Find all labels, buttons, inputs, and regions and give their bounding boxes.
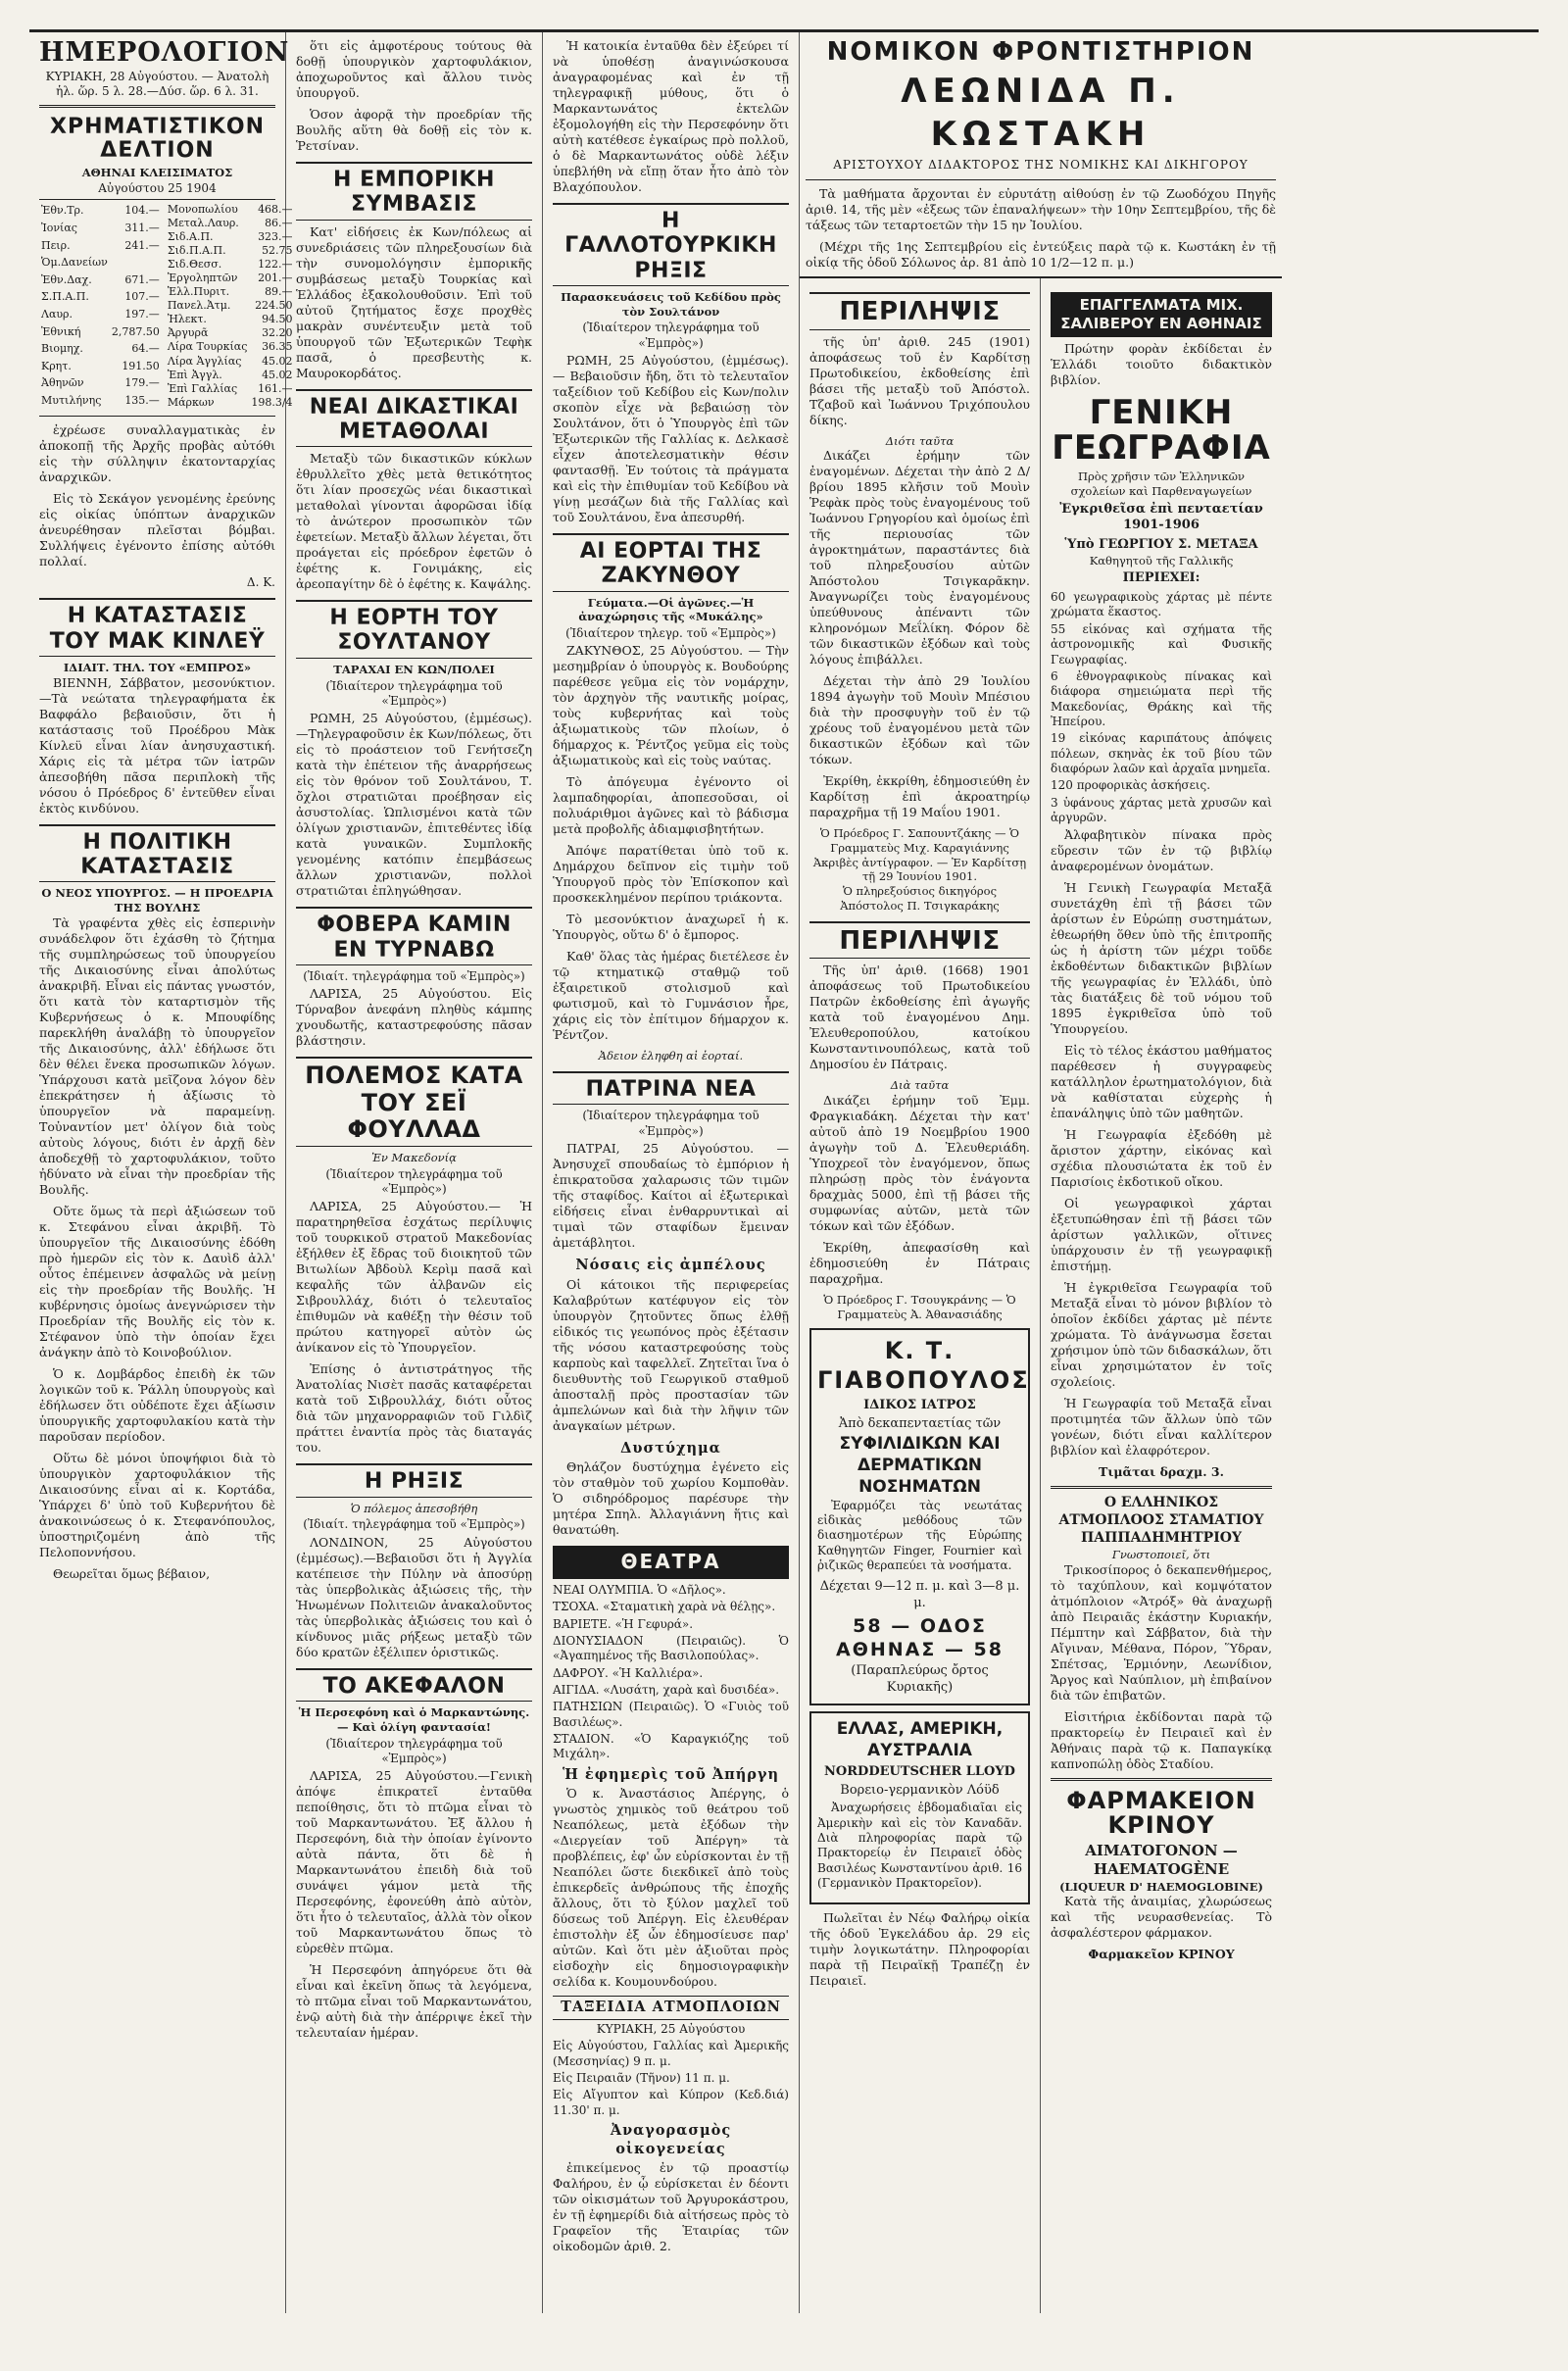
geography-title: ΓΕΝΙΚΗ ΓΕΩΓΡΑΦΙΑ: [1052, 393, 1271, 468]
subhead-accident: Δυστύχημα: [620, 1439, 721, 1457]
rate-value: 161.—: [258, 381, 293, 395]
subhead: Διότι ταῦτα: [885, 433, 955, 448]
headline-sub: Ἐν Μακεδονίᾳ: [371, 1150, 457, 1164]
rate-row: [39, 375, 162, 393]
geography-price: Τιμᾶται δραχμ. 3.: [1099, 1464, 1224, 1480]
headline-patras: ΠΑΤΡΙΝΑ ΝΕΑ: [553, 1071, 789, 1105]
rate-value: 468.—: [258, 202, 293, 216]
doctor-specialty: ΣΥΦΙΛΙΔΙΚΩΝ ΚΑΙ ΔΕΡΜΑΤΙΚΩΝ ΝΟΣΗΜΑΤΩΝ: [839, 1434, 1001, 1497]
rate-value: 241.—: [124, 238, 160, 252]
legal-text: Τὰ μαθήματα ἄρχονται ἐν εὐρυτάτῃ αἰθούσῃ ἐν τῷ Ζωοδόχου Πηγῆς ἀριθ. 14, τῆς μὲν «ἐξεως τῶν ἐπαναλήψεων» τὴν 10ην Σεπτεμβρίου, τῆς δὲ τάξεως τῶν τεταρτοετῶν τὴν 15 ην Ἰουλίου.: [806, 185, 1276, 232]
rate-label: Ὁμ.Δανείων: [41, 256, 108, 270]
article-text: Κατὰ τῆς ἀναιμίας, χλωρώσεως καὶ τῆς νευρασθενείας. Τὸ ἀσφαλέστερον φάρμακον.: [1051, 1894, 1272, 1941]
article-text: Εἰσιτήρια ἐκδίδονται παρὰ τῷ πρακτορείῳ ἐν Πειραιεῖ καὶ ἐν Ἀθήναις παρὰ τῷ κ. Παπαγκίκᾳ καπνοπώλῃ ὁδὸς Σταδίου.: [1051, 1708, 1272, 1771]
rate-row: [39, 272, 162, 289]
headline-sub: Ἡ Περσεφόνη καὶ ὁ Μαρκαντώνης. — Καὶ ὁλίγη φαντασία!: [298, 1705, 530, 1734]
column-5: [1041, 278, 1282, 2313]
signature: Ὁ Πρόεδρος Γ. Σαπουντζάκης — Ὁ Γραμματεὺς Μιχ. Καραγιάννης: [819, 826, 1020, 855]
rate-row: [166, 217, 295, 230]
rate-value: 45.02: [262, 354, 293, 368]
article-text: Τὸ μεσονύκτιον ἀναχωρεῖ ἡ κ. Ὑπουργὸς, οὕτω δ' ὁ ἔμπορος.: [553, 912, 789, 943]
rate-label: Μεταλ.Λαυρ.: [167, 216, 239, 229]
article-text: Μεταξὺ τῶν δικαστικῶν κύκλων ἐθρυλλεῖτο χθὲς μετὰ θετικότητος ὅτι λίαν προσεχῶς νέαι δικαστικαὶ μεταθολαὶ γίνονται ἀφορῶσαι ἰδίᾳ τὸ ἀνώτερον προσωπικὸν τῶν ἐφετείων. Μεταξὺ ἄλλων λέγεται, ὅτι προάγεται εἰς πρόεδρον ἐφετῶν ὁ ἐφέτης κ. Γονιμάκης, εἰς ἀρεοπαγίτην δὲ ὁ ἐφέτης κ. Καψάλης.: [296, 451, 532, 592]
rate-value: 191.50: [122, 359, 160, 372]
article-text: Εἰς τὸ Σεκάγον γενομένης ἐρεύνης εἰς οἰκίας ὑπόπτων ἀναρχικῶν ἀνευρέθησαν πλεῖσται βόμβαι. Συλλήψεις ἐγένοντο ἐπίσης αὐτόθι πολλαί.: [39, 490, 275, 568]
article-text: Ἡ Γεωγραφία τοῦ Μεταξᾶ εἶναι προτιμητέα τῶν ἄλλων ὑπὸ τῶν γονέων, διότι εἶναι καλλίτερον βιβλίον καὶ ἐλαφρότερον.: [1051, 1396, 1272, 1458]
headline-tyrnavos: ΦΟΒΕΡΑ ΚΑΜΙΝ ΕΝ ΤΥΡΝΑΒΩ: [296, 907, 532, 965]
rate-label: Ἑλλ.Πυριτ.: [167, 285, 230, 299]
rate-row: [39, 220, 162, 237]
article-text: Ὁ κ. Ἀναστάσιος Ἀπέργης, ὁ γνωστὸς χημικὸς τοῦ θεάτρου τοῦ Νεαπόλεως, μετὰ ἐξόδων τὴν «Διεργείαν τοῦ Ἀπέργη» τὰ προβλέπεις, ἐφ' ὧν εὑρίσκονται ἐν τῇ Νεαπόλει ὥστε διεκδικεῖ ἀπὸ τοὺς ἐπικερδεῖς ἀνθρώπους τῆς ἐποχῆς ἄλλους, ὅτι τὸ ξύλον μαχλεῖ τοῦ δύσεως τοῦ Ἀπέργη. Εἰς ἐλευθέραν ἐπιστολὴν ἐξ ὧν ἐδημοσίευσε παρ' αὐτῶν. Καὶ ὅτι μὲν ἀξιοῦται πρὸς εἰσδοχὴν εἰς δημοσιογραφικὴν σελίδα κ. Κουμουνδούρου.: [553, 1786, 789, 1990]
headline-summary-2: ΠΕΡΙΛΗΨΙΣ: [809, 921, 1030, 960]
theatre-item: ΒΑΡΙΕΤΕ. «Ἡ Γεφυρά».: [553, 1616, 694, 1631]
headline-judicial: ΝΕΑΙ ΔΙΚΑΣΤΙΚΑΙ ΜΕΤΑΘΟΛΑΙ: [296, 389, 532, 448]
rate-row: [39, 392, 162, 410]
rate-label: Ἐπὶ Ἀγγλ.: [167, 368, 222, 381]
dateline: ΚΥΡΙΑΚΗ, 25 Αὐγούστου: [596, 2021, 746, 2036]
signature: Ὁ Πρόεδρος Γ. Τσουγκράνης — Ὁ Γραμματεὺς Ἀ. Ἀθανασιάδης: [823, 1293, 1016, 1321]
signature: Ὁ πληρεξούσιος δικηγόρος Ἀπόστολος Π. Τσιγκαράκης: [840, 884, 1000, 913]
rate-row: [166, 369, 295, 382]
subhead-residence: Ἀναγορασμὸς οἰκογενείας: [610, 2122, 732, 2157]
legal-subtitle: ΑΡΙΣΤΟΥΧΟΥ ΔΙΔΑΚΤΟΡΟΣ ΤΗΣ ΝΟΜΙΚΗΣ ΚΑΙ ΔΙΚΗΓΟΡΟΥ: [833, 158, 1249, 173]
rate-row: [39, 340, 162, 358]
headline-summary-1: ΠΕΡΙΛΗΨΙΣ: [809, 292, 1030, 330]
rate-label: Κρητ.: [41, 359, 72, 372]
theatre-item: ΔΙΟΝΥΣΙΑΔΟΝ (Πειραιῶς). Ὁ «Ἀγαπημένος τῆς Βασιλοπούλας».: [553, 1633, 789, 1663]
voyage-item: Εἰς Αἴγυπτον καὶ Κύπρον (Κεδ.διά) 11.30' π. μ.: [553, 2088, 789, 2117]
rates-table: [39, 199, 293, 410]
article-text: Ἡ Περσεφόνη ἀπηγόρευε ὅτι θὰ εἶναι καὶ ἐκεῖνη ὅπως τὰ λεγόμενα, τὸ πτῶμα εἶναι τοῦ Μαρκαντωνάτου, ἐνῷ αὐτὴ διὰ τὴν ἀπέρριψε ἐκεῖ τὴν τελευταίαν ἡμέραν.: [296, 1962, 532, 2041]
column-3: [543, 32, 800, 2313]
rate-label: Ἐργοληπτῶν: [167, 272, 238, 285]
rate-value: 32.20: [262, 326, 293, 340]
right-section: [800, 32, 1282, 2313]
rate-value: 86.—: [265, 216, 293, 229]
rate-value: 201.—: [258, 272, 293, 285]
rate-value: 197.—: [124, 307, 160, 321]
dateline: (Ἰδιαίτερον τηλεγράφημα τοῦ «Ἐμπρὸς»): [582, 1109, 760, 1138]
rate-value: 671.—: [124, 272, 160, 286]
newspaper-page: [29, 29, 1539, 2313]
signature: Δ. Κ.: [246, 574, 275, 589]
rate-row: [39, 358, 162, 375]
rate-value: 45.02: [262, 368, 293, 381]
article-text: Ἀπόψε παρατίθεται ὑπὸ τοῦ κ. Δημάρχου δεῖπνον εἰς τιμὴν τοῦ Ὑπουργοῦ πρὸς τὸν Ἐπίσκοπον καὶ προσκεκλημένον περίπου τριάκοντα.: [553, 843, 789, 906]
rate-row: [166, 396, 295, 410]
article-text: Ἡ Γεωγραφία ἐξεδόθη μὲ ἄριστον χάρτην, εἰκόνας καὶ σχέδια πλουσιώτατα ἐκ τοῦ ἐν Παρισίοις ἐκδοτικοῦ οἴκου.: [1051, 1127, 1272, 1190]
article-text: ΛΑΡΙΣΑ, 25 Αὐγούστου. Εἰς Τύρναβον ἀνεφάνη πληθὺς κάμπης χνουδωτῆς, καταστρεφούσης πᾶσαν βλάστησιν.: [296, 986, 532, 1049]
doctor-text: Ἀπὸ δεκαπενταετίας τῶν: [838, 1415, 1002, 1431]
rate-value: 64.—: [131, 342, 160, 356]
headline-franco-turkish: Η ΓΑΛΛΟΤΟΥΡΚΙΚΗ ΡΗΞΙΣ: [553, 203, 789, 286]
voyage-item: Εἰς Πειραιᾶν (Τῆνον) 11 π. μ.: [553, 2070, 730, 2085]
article-text: Δικάζει ἐρήμην τοῦ Ἐμμ. Φραγκιαδάκη. Δέχεται τὴν κατ' αὐτοῦ ἀπὸ 19 Νοεμβρίου 1900 ἀγωγὴν τοῦ Δ. Ἐλευθεριάδη. Ὑποχρεοῖ τὸν ἐναγόμενον, ὅπως πληρώσῃ πρὸς τὸν ἐνάγοντα δραχμὰς 5000, ἐπὶ τῇ βάσει τῆς συμφωνίας αὐτῶν, μετὰ τῶν τόκων καὶ τῶν ἐξόδων.: [809, 1093, 1030, 1234]
article-text: Θηλάζον δυστύχημα ἐγένετο εἰς τὸν σταθμὸν τοῦ χωρίου Κομποθὰν. Ὁ σιδηρόδρομος παρέσυρε τὴν μητέρα Σπηλ. Ἀλλαγιάννη ἥτις καὶ θανατώθη.: [553, 1459, 789, 1538]
headline-sub: Παρασκευάσεις τοῦ Κεδίδου πρὸς τὸν Σουλτάνον: [561, 289, 781, 319]
shipping-ad-title: Ο ΕΛΛΗΝΙΚΟΣ ΑΤΜΟΠΛΟΟΣ ΣΤΑΜΑΤΙΟΥ ΠΑΠΠΑΔΗΜΗΤΡΙΟΥ: [1058, 1495, 1264, 1547]
article-text: ΒΙΕΝΝΗ, Σάββατον, μεσονύκτιον.—Τὰ νεώτατα τηλεγραφήματα ἐκ Βαφφάλο βεβαιοῦσιν, ὅτι ἡ κατάστασις τοῦ Προέδρου Μὰκ Κίνλεϋ εἶναι λίαν ἀνησυχαστική. Χάρις εἰς τὰ μέτρα τῶν ἰατρῶν ἀπεσοβήθη πᾶσα περιπλοκὴ τῆς νόσου ὁ Πρόεδρος δ' ἐντεῦθεν εἶναι ἐκτὸς κινδύνου.: [39, 674, 275, 815]
headline-sub: Ὁ πόλεμος ἀπεσοβήθη: [350, 1501, 478, 1515]
theatre-list: [553, 1583, 789, 1762]
doctor-body: Ἐφαρμόζει τὰς νεωτάτας εἰδικὰς μεθόδους τῶν διασημοτέρων τῆς Εὐρώπης Καθηγητῶν Finger, Fournier καὶ ῥιζικῶς θεραπεύει τὰ νοσήματα.: [817, 1498, 1022, 1572]
article-text: Καθ' ὅλας τὰς ἡμέρας διετέλεσε ἐν τῷ κτηματικῷ σταθμῷ τοῦ ἐξαιρετικοῦ στολισμοῦ καὶ φωτισμοῦ, καὶ τὸ Γυμνάσιον ἦρε, χάρις εἰς τὸν ἐπίτιμον δήμαρχον κ. Ῥέντζον.: [553, 949, 789, 1043]
geography-item: 19 εἰκόνας καριπάτους ἀπόψεις πόλεων, σκηνὰς ἐκ τοῦ βίου τῶν διαφόρων λαῶν καὶ ἀρχαῖα μνημεῖα.: [1051, 731, 1272, 776]
headline-mckinley: Η ΚΑΤΑΣΤΑΣΙΣ ΤΟΥ ΜΑΚ ΚΙΝΛΕΫ: [39, 598, 275, 657]
rate-label: Μυτιλήνης: [41, 393, 102, 407]
rate-value: 323.—: [258, 229, 293, 243]
rate-label: Σιδ.Π.Α.Π.: [167, 243, 226, 257]
article-text: ΛΟΝΔΙΝΟΝ, 25 Αὐγούστου (ἐμμέσως).—Βεβαιοῦσι ὅτι ἡ Ἀγγλία κατέπεισε τὴν Πύλην νὰ ἀποσύρῃ τὰς ὑπερβολικὰς ἀξιώσεις τῆς, τὴν Ἡνωμένων Πολιτειῶν ἀνακαλοῦντος τὰς ὑπερβολικὰς ἀξιώσεις του καὶ ὁ κίνδυνος μιᾶς ρήξεως μεταξὺ τῶν δύο κρατῶν ἐξέλιπεν ὁριστικῶς.: [296, 1534, 532, 1659]
geography-item: 60 γεωγραφικοὺς χάρτας μὲ πέντε χρώματα ἕκαστος.: [1051, 590, 1272, 619]
divider: [39, 416, 275, 417]
rate-value: 89.—: [265, 285, 293, 299]
divider: [39, 105, 275, 108]
article-text: Δικάζει ἐρήμην τῶν ἐναγομένων. Δέχεται τὴν ἀπὸ 2 Δ/βρίου 1895 κλῆσιν τοῦ Μουὶν Ῥεφὰκ πρὸς τοὺς ἐναγομένους τοῦ Ἰωάννου Γρηγορίου καὶ ὁμοίως ἐπὶ τῆς περιουσίας τῶν ἀγροκτημάτων, παραστάντες διὰ τοῦ πληρεξουσίου αὐτῶν Ἀπόστολου Τσιγκαρᾶκην. Ἀναγνωρίζει τοὺς ἐναγομένους ὑπεύθυνους ἀπέναντι τῶν κληρονόμων Μεΐλίκη. Φόρον δὲ τῶν δικαστικῶν ἐξόδων καὶ τοὺς λόγους ἐπιβάλλει.: [809, 448, 1030, 667]
rate-row: [166, 230, 295, 244]
rate-row: [166, 258, 295, 272]
rate-row: [39, 323, 162, 341]
subhead-vines: Νόσαις εἰς ἀμπέλους: [575, 1257, 766, 1274]
rates-right: [166, 203, 295, 410]
legal-name: ΛΕΩΝΙΔΑ Π. ΚΩΣΤΑΚΗ: [901, 72, 1181, 154]
geography-item: 3 ὑφάνους χάρτας μετὰ χρυσῶν καὶ ἀργυρῶν.: [1051, 795, 1272, 825]
rate-label: Σ.Π.Α.Π.: [41, 290, 89, 304]
lloyd-subtitle: NORDDEUTSCHER LLOYD: [824, 1763, 1015, 1779]
rate-row: [39, 289, 162, 307]
theatre-item: ΣΤΑΔΙΟΝ. «Ὁ Καραγκιόζης τοῦ Μιχάλη».: [553, 1732, 789, 1761]
column-1: [29, 32, 293, 2313]
article-text: Ἐπίσης ὁ ἀντιστράτηγος τῆς Ἀνατολίας Νισὲτ πασᾶς καταφέρεται κατὰ τοῦ Σιβρουλλάχ, διότι οὗτος διὰ τῶν μηχανορραφιῶν τοῦ Γιλδὶζ πράττει ἐναντία πρὸς τὰς διαταγάς του.: [296, 1361, 532, 1456]
signature: Ἀδειον ἐληφθη αἱ ἑορταί.: [598, 1049, 744, 1063]
voyage-list: [553, 2039, 789, 2118]
article-text: Δέχεται τὴν ἀπὸ 29 Ἰουλίου 1894 ἀγωγὴν τοῦ Μουὶν Μπέσιου διὰ τὴν προσφυγὴν τοῦ ἐν τῷ χρέους τοῦ ἐναγομένου μετὰ τῶν δικαστικῶν ἐξόδων καὶ τῶν τόκων.: [809, 673, 1030, 767]
rate-row: [166, 382, 295, 396]
article-text: Πρώτην φορὰν ἐκδίδεται ἐν Ἑλλάδι τοιοῦτο διδακτικὸν βιβλίον.: [1051, 341, 1272, 388]
rate-label: Ἰονίας: [41, 222, 77, 235]
rate-label: Ἐθν.Δαχ.: [41, 272, 92, 286]
rate-value: 2,787.50: [111, 324, 160, 338]
headline-sultan: Η ΕΟΡΤΗ ΤΟΥ ΣΟΥΛΤΑΝΟΥ: [296, 600, 532, 659]
article-text: Τρικοσίπορος ὁ δεκαπενθήμερος, τὸ ταχύπλουν, καὶ κομψότατον ἀτμόπλοιον «Ἀτρόξ» θὰ ἀναχωρῇ ἀπὸ Πειραιᾶς ἑκάστην Κυριακήν, Πέμπτην καὶ Σάββατον, διὰ τὴν Αἴγιναν, Μέθανα, Πόρον, Ὕδραν, Σπέτσας, Ἑρμιόνην, Λεωνίδιον, Ἄργος καὶ Ναύπλιον, μὴ ἐπιβαίνον διὰ τῶν ἐπιβατῶν.: [1051, 1561, 1272, 1703]
rate-row: [39, 254, 162, 272]
legal-title: ΝΟΜΙΚΟΝ ΦΡΟΝΤΙΣΤΗΡΙΟΝ: [826, 37, 1255, 67]
geography-item: 6 ἐθνογραφικοὺς πίνακας καὶ διάφορα σημειώματα περὶ τῆς Μακεδονίας, Θράκης καὶ τῆς Ἠπείρου.: [1051, 668, 1272, 728]
rate-row: [39, 237, 162, 255]
lloyd-title: ΕΛΛΑΣ, ΑΜΕΡΙΚΗ, ΑΥΣΤΡΑΛΙΑ: [836, 1719, 1004, 1761]
rate-label: Ἠλεκτ.: [167, 313, 207, 326]
rate-value: 104.—: [124, 204, 160, 218]
article-text: Ἡ κατοικία ἐνταῦθα δὲν ἐξεύρει τί νὰ ὑποθέσῃ ἀναγινώσκουσα ἀναγραφομένας καὶ ἐν τῇ τηλεγραφικῇ μύθους, ὅτι ὁ Μαρκαντωνάτος ἐκτελῶν ἐξομολογήθη εἰς τὴν Περσεφόνην ὅτι αὐτὴ κατέθεσε ἐγκαίρως πρὸ πολλοῦ, ὁ δὲ Μαρκαντωνάτος οὐδὲ λέξιν ὑπεβλήθη νὰ εἴπῃ ὅταν ἦτο ἀπὸ τὸν Βλαχόπουλον.: [553, 38, 789, 194]
rate-row: [166, 340, 295, 354]
article-text: Οἱ κάτοικοι τῆς περιφερείας Καλαβρύτων κατέφυγον εἰς τὸν ὑπουργὸν ζητοῦντες ὅπως ἐλθῇ εἰδικός τις γεωπόνος πρὸς ἐξέτασιν τῆς νόσου καταστρεφούσης τοὺς καρποὺς καὶ ταφελλεῖ. Ζητεῖται ἵνα ὁ διευθυντὴς τοῦ Γεωργικοῦ σταθμοῦ ἀποσταλῇ πρὸς προστασίαν τῶν ἀμπελώνων καὶ διὰ τὴν λῆψιν τῶν ἀναγκαίων μέτρων.: [553, 1276, 789, 1433]
rate-label: Πανελ.Ἀτμ.: [167, 299, 231, 313]
voyage-item: Εἰς Αὐγούστου, Γαλλίας καὶ Ἀμερικῆς (Μεσσηνίας) 9 π. μ.: [553, 2039, 789, 2068]
rate-row: [166, 244, 295, 258]
dateline: (Ἰδιαίτερον τηλεγράφημα τοῦ «Ἐμπρὸς»): [582, 321, 760, 350]
rate-label: Μονοπωλίου: [167, 202, 238, 216]
bulletin-title: ΧΡΗΜΑΤΙΣΤΙΚΟΝ ΔΕΛΤΙΟΝ: [50, 115, 265, 163]
rate-label: Λίρα Τουρκίας: [167, 340, 248, 354]
rate-value: 36.35: [262, 340, 293, 354]
saliverou-ad: ΕΠΑΓΓΕΛΜΑΤΑ ΜΙΧ. ΣΑΛΙΒΕΡΟΥ ΕΝ ΑΘΗΝΑΙΣ: [1051, 292, 1272, 337]
doctor-ad: [809, 1328, 1030, 1706]
article-text: Τὸ ἀπόγευμα ἐγένοντο οἱ λαμπαδηφορίαι, ἀποπεσοῦσαι, οἱ πολυάριθμοι ἀγῶνες καὶ τὸ βάδισμα μετὰ προβολῆς ἀδιαμφισβητήτων.: [553, 774, 789, 837]
geography-item: 120 προφορικὰς ἀσκήσεις.: [1051, 778, 1211, 793]
rate-value: 224.50: [255, 299, 293, 313]
rate-value: 198.3/4: [251, 395, 293, 409]
doctor-address-note: (Παραπλεύρως ὄρτος Κυριακῆς): [851, 1663, 989, 1695]
headline-zakynthos: ΑΙ ΕΟΡΤΑΙ ΤΗΣ ΖΑΚΥΝΘΟΥ: [553, 533, 789, 592]
article-text: Ἐκρίθη, ἐκκρίθη, ἐδημοσιεύθη ἐν Καρδίτσῃ ἐπὶ ἀκροατηρίῳ παραχρῆμα τῇ 19 Μαΐου 1901.: [809, 773, 1030, 820]
pharmacy-product-sub: (LIQUEUR D' HAEMOGLOBINE): [1059, 1879, 1263, 1894]
rate-row: [166, 285, 295, 299]
theatre-item: ΝΕΑΙ ΟΛΥΜΠΙΑ. Ὁ «Δῆλος».: [553, 1582, 726, 1597]
dateline: (Ἰδιαίτ. τηλεγράφημα τοῦ «Ἐμπρὸς»): [303, 968, 525, 983]
rate-row: [166, 313, 295, 326]
rate-label: Λίρα Ἀγγλίας: [167, 354, 242, 368]
headline-politics: Η ΠΟΛΙΤΙΚΗ ΚΑΤΑΣΤΑΣΙΣ: [39, 824, 275, 883]
article-text: Τὰ γραφέντα χθὲς εἰς ἐσπερινὴν συνάδελφον ὅτι ἐχάσθη τὸ ζήτημα τῆς συμπληρώσεως τοῦ ὑπουργείου τῆς Δικαιοσύνης εἶναι ἀπολύτως ἀνακριβῆ. Εἶναι εἰς πάντας γνωστόν, ὅτι κατὰ τὸν καταρτισμὸν τῆς Κυβερνήσεως ὁ κ. Μπουφίδης παρεκλήθη ἀναλάβῃ τὸ ὑπουργεῖον τῆς Δικαιοσύνης, ἀλλ' ἐδήλωσε ὅτι δὲν θέλει ἕνεκα προσωπικῶν λόγων. Ὑπάρχουσι κατὰ μεῖζονα λόγον δὲν ἐπεκράτησεν ἡ ἀξίωσις τὸ ὑπουργεῖον νὰ παραμείνῃ. Τοὐναντίον μετ' ὀλίγον διὰ τοὺς αὐτοὺς λόγους, διότι ἐν ἀρχῇ δὲν ἀποδεχθῇ τὸ χαρτοφυλάκιον, τοῦτο ἠδύνατο νὰ εἶναι τὴν προεδρίαν τῆς Βουλῆς.: [39, 914, 275, 1197]
article-text: ΡΩΜΗ, 25 Αὐγούστου, (ἐμμέσως). — Βεβαιοῦσιν ἤδη, ὅτι τὸ τελευταῖον ταξείδιον τοῦ Κεδίβου εἰς Κων/πολιν σκοπὸν εἶχε νὰ βεβαιώσῃ τὸν Σουλτάνον, ὅτι ὁ Ὑπουργὸς ἐπὶ τῶν Ἐξωτερικῶν τῆς Γαλλίας κ. Δελκασὲ εἶχεν ἀποτελεσματικὴν θέσιν φαντασθῇ. Ἐν τούτοις τὰ πράγματα καὶ εἰς τὴν ἐπιθυμίαν τοῦ Κεδίβου νὰ γίνῃ μεσάζων διὰ τῆς Γαλλίας καὶ τοῦ Σουλτάνου, ἔνα ἀπεσυρθή.: [553, 353, 789, 525]
rates-left: [39, 203, 162, 410]
rate-label: Ἀργυρᾶ: [167, 326, 209, 340]
rate-value: 122.—: [258, 257, 293, 271]
column-4: [800, 278, 1041, 2313]
article-text: ὅτι εἰς ἀμφοτέρους τούτους θὰ δοθῇ ὑπουργικὸν χαρτοφυλάκιον, ἀποχωροῦντος καὶ ἄλλου τινὸς ὑπουργοῦ.: [296, 38, 532, 100]
article-text: Κατ' εἰδήσεις ἐκ Κων/πόλεως αἱ συνεδριάσεις τῶν πληρεξουσίων διὰ τὴν συνομολόγησιν ἐμπορικῆς συμβάσεως μεταξὺ Τουρκίας καὶ Ἑλλάδος ἐξακολουθοῦσιν. Ἐπὶ τοῦ αὐτοῦ ζητήματος ἔσχε προχθὲς μακρὰν συνέντευξιν μετὰ τοῦ ὑπουργοῦ τῶν Ἐξωτερικῶν Τεφὴκ πασᾶ, ὁ πρεσβευτὴς κ. Μαυροκορδάτος.: [296, 223, 532, 380]
article-text: Οἱ γεωγραφικοὶ χάρται ἐξετυπώθησαν ἐπὶ τῇ βάσει τῶν ἀρίστων γαλλικῶν, οἵτινες ὑπάρχουσιν ἐν τῇ γεωγραφικῇ ἐπιστήμῃ.: [1051, 1196, 1272, 1274]
rate-label: Ἐθν.Τρ.: [41, 204, 84, 218]
geography-items: [1051, 590, 1272, 825]
rate-label: Ἐπὶ Γαλλίας: [167, 381, 238, 395]
rate-row: [166, 203, 295, 217]
theatre-item: ΠΑΤΗΣΙΩΝ (Πειραιῶς). Ὁ «Γυιὸς τοῦ Βασιλέως».: [553, 1700, 789, 1729]
column-2: [286, 32, 543, 2313]
rate-value: 94.50: [262, 313, 293, 326]
shipping-ad-subtitle: Γνωστοποιεῖ, ὅτι: [1111, 1548, 1211, 1562]
rate-row: [166, 355, 295, 369]
rate-value: 135.—: [124, 393, 160, 407]
article-text: Τῆς ὑπ' ἀριθ. (1668) 1901 ἀποφάσεως τοῦ Πρωτοδικείου Πατρῶν ἐκδοθείσης ἐπὶ ἀγωγῆς κατὰ τοῦ ἐναγομένου Δημ. Ἐλευθεροπούλου, κατοίκου Κωνσταντινουπόλεως, κατὰ τοῦ Δημοσίου ἐν Πάτραις.: [809, 963, 1030, 1072]
dateline: (Ἰδιαίτερον τηλεγρ. τοῦ «Ἐμπρὸς»): [565, 626, 776, 641]
rate-label: Μάρκων: [167, 395, 215, 409]
headline-theatres: ΘΕΑΤΡΑ: [553, 1546, 789, 1579]
rate-label: Σιδ.Θεσσ.: [167, 257, 222, 271]
doctor-hours: Δέχεται 9—12 π. μ. καὶ 3—8 μ. μ.: [819, 1579, 1020, 1610]
geography-contents: ΠΕΡΙΕΧΕΙ:: [1122, 570, 1200, 586]
article-text: Ἡ Γενικὴ Γεωγραφία Μεταξᾶ συνετάχθη ἐπὶ τῇ βάσει τῶν ἀρίστων ἐν Εὐρώπῃ συστημάτων, ἐθεωρήθη ὅθεν ὑπὸ τῆς ἐπιτροπῆς ὡς ἡ ἀρίστη τῶν μέχρι τοῦδε ἐκδοθέντων διδακτικῶν βιβλίων τῆς γεωγραφίας ἐν Ἑλλάδι, ὑπὸ τὰς διατάξεις δὲ τοῦ νόμου τοῦ 1895 ἐγκριθεῖσα ὑπὸ τοῦ Ὑπουργείου.: [1051, 880, 1272, 1037]
divider: [806, 179, 1276, 180]
headline-sub: Γεύματα.—Οἱ ἀγῶνες.—Ἡ ἀναχώρησις τῆς «Μυκάλης»: [578, 595, 763, 624]
geography-author-title: Καθηγητοῦ τῆς Γαλλικῆς: [1089, 553, 1234, 568]
pharmacy-sign: Φαρμακεῖον ΚΡΙΝΟΥ: [1088, 1947, 1235, 1962]
rate-value: 311.—: [124, 222, 160, 235]
article-text: ΛΑΡΙΣΑ, 25 Αὐγούστου.— Ἡ παρατηρηθεῖσα ἐσχάτως περίλυψις τοῦ τουρκικοῦ στρατοῦ Μακεδονίας ἐξήλθεν ἐξ ἔδρας τοῦ διοικητοῦ τῶν Βιτωλίων Ἀβδοὺλ Κερὶμ πασᾶ καὶ κεφαλῆς τῶν ἀλβανῶν εἰς Σιβρουλλάχ, διότι ὁ τελευταῖος ἐπιθυμῶν νὰ καθέξῃ τὴν θέσιν τοῦ πρώτου κατηγορεῖ αὐτὸν ὡς ἀνίκανον εἰς τὸ Ὑπουργεῖον.: [296, 1199, 532, 1356]
signature: Ἀκριβὲς ἀντίγραφον. — Ἐν Καρδίτσῃ τῇ 29 Ἰουνίου 1901.: [812, 855, 1027, 884]
article-text: Ὁσον ἀφορᾷ τὴν προεδρίαν τῆς Βουλῆς αὕτη θὰ δοθῇ εἰς τὸν κ. Ῥετσίναν.: [296, 107, 532, 153]
rate-row: [166, 326, 295, 340]
doctor-subtitle: ΙΔΙΚΟΣ ΙΑΤΡΟΣ: [863, 1398, 976, 1413]
doctor-name: Κ. Τ. ΓΙΑΒΟΠΟΥΛΟΣ: [817, 1336, 1030, 1395]
geography-subtitle: Πρὸς χρῆσιν τῶν Ἑλληνικῶν σχολείων καὶ Παρθεναγωγείων: [1070, 469, 1252, 499]
rate-value: 179.—: [124, 376, 160, 390]
dateline: (Ἰδιαίτερον τηλεγράφημα τοῦ «Ἐμπρὸς»): [325, 1736, 503, 1765]
dateline: (Ἰδιαίτερον τηλεγράφημα τοῦ «Ἐμπρὸς»): [325, 678, 503, 708]
rate-label: Ἀθηνῶν: [41, 376, 84, 390]
rate-row: [39, 306, 162, 323]
article-text: τῆς ὑπ' ἀριθ. 245 (1901) ἀποφάσεως τοῦ ἐν Καρδίτσῃ Πρωτοδικείου, ἐκδοθείσης ἐπὶ βάσει τῆς μεταξὺ τοῦ Ἀπόστολ. Τζαβοῦ καὶ Ἰωάννου Τριχόπουλου δίκης.: [809, 333, 1030, 427]
headline-headless: ΤΟ ΑΚΕΦΑΛΟΝ: [296, 1668, 532, 1702]
calendar-title: ΗΜΕΡΟΛΟΓΙΟΝ: [39, 37, 290, 68]
legal-info: (Μέχρι τῆς 1ης Σεπτεμβρίου εἰς ἐντεύξεις παρὰ τῷ κ. Κωστάκη ἐν τῇ οἰκίᾳ τῆς ὁδοῦ Σόλωνος ἀρ. 81 ἀπὸ 10 1/2—12 π. μ.): [806, 238, 1276, 270]
article-text: ΡΩΜΗ, 25 Αὐγούστου, (ἐμμέσως).—Τηλεγραφοῦσιν ἐκ Κων/πόλεως, ὅτι εἰς τὸ προάστειον τοῦ Γενήτσεζη κατὰ τὴν ἐπέτειον τῆς ἀναρρήσεως εἰς τὸν θρόνον τοῦ Σουλτάνου, Τ. ὄχλοι στρατιῶται προέβησαν εἰς ἀσυστολίας. Ὡπλισμένοι κατὰ τῶν ὀλίγων χριστιανῶν, ἐπιτεθέντες ἰδίᾳ κατὰ γυναικῶν. Συμπλοκῆς γενομένης κατόπιν ἐπεμβάσεως ἄλλων χριστιανῶν, πολλοὶ στρατιῶται ἐπληγώθησαν.: [296, 711, 532, 899]
article-text: ἐχρέωσε συναλλαγματικὰς ἐν ἀποκοπῇ τῆς Ἀρχῆς προβὰς αὐτόθι εἰς τὴν σύλληψιν ἐκατονταρχίας ἀναρχικῶν.: [39, 421, 275, 484]
pharmacy-title: ΦΑΡΜΑΚΕΙΟΝ ΚΡΙΝΟΥ: [1066, 1786, 1256, 1840]
article-text: ΠΑΤΡΑΙ, 25 Αὐγούστου. — Ἀνησυχεῖ σπουδαίως τὸ ἐμπόριον ἡ ἐπικρατοῦσα χαλαρωσις τῶν τιμῶν τῆς σταφίδος. Καίτοι αἱ ἐξωτερικαὶ εἰδήσεις εἶναι ἐνθαρρυντικαὶ αἱ τιμαὶ τῶν σταφίδων ἔμειναν ἀμετάβλητοι.: [553, 1141, 789, 1251]
article-text: Εἰς τὸ τέλος ἑκάστου μαθήματος παρέθεσεν ἡ συγγραφεὺς κατάλληλον ἐρωτηματολόγιον, διὰ νὰ καθίσταται εὐχερὴς ἡ ἐπανάληψις ὑπὸ τῶν μαθητῶν.: [1051, 1043, 1272, 1121]
article-text: Ἡ ἐγκριθεῖσα Γεωγραφία τοῦ Μεταξᾶ εἶναι τὸ μόνον βιβλίον τὸ ὁποῖον ἐκδίδει χάρτας μὲ πέντε χρώματα. Τὸ ἀνάγνωσμα ἔσεται χρήσιμον ὑπὸ τῶν διδασκάλων, ὅτι εἶναι χρησιμώτατον ἐν τοῖς σχολείοις.: [1051, 1280, 1272, 1390]
article-text: ΛΑΡΙΣΑ, 25 Αὐγούστου.—Γενικὴ ἀπόψε ἐπικρατεῖ ἐνταῦθα πεποίθησις, ὅτι τὸ πτῶμα εἶναι τὸ τοῦ Μαρκαντωνάτου. Ἐξ ἄλλου ἡ Περσεφόνη, διὰ τὴν ὁποίαν ἐγίνοντο αὐτὰ πάντα, ὅτι δὲ ἡ Μαρκαντωνάτου ἐπειδὴ διὰ τοῦ συνάψει γάμον μετὰ τῆς Περσεφόνης, ἐφονεύθη ἀπὸ αὐτὸν, ὅτι ἦτο ὁ τελευταῖος, ἀλλὰ τὸν οἶκον τοῦ Μαρκαντωνάτου ὅπως τὸ εὐρεθὲν πτῶμα.: [296, 1768, 532, 1956]
article-text: Ἀλφαβητικὸν πίνακα πρὸς εὕρεσιν τῶν ἐν τῷ βιβλίῳ ἀναφερομένων ὀνομάτων.: [1051, 827, 1272, 874]
rate-value: 52.75: [262, 243, 293, 257]
rate-label: Πειρ.: [41, 238, 71, 252]
rate-row: [39, 203, 162, 221]
subhead-apergis: Ἡ ἐφημερὶς τοῦ Ἀπήργη: [562, 1765, 780, 1783]
geography-author: Ὑπὸ ΓΕΩΡΓΙΟΥ Σ. ΜΕΤΑΞΑ: [1064, 537, 1258, 553]
rate-label: Βιομηχ.: [41, 342, 83, 356]
article-text: Ἐκρίθη, ἀπεφασίσθη καὶ ἐδημοσιεύθη ἐν Πάτραις παραχρῆμα.: [809, 1240, 1030, 1287]
headline-sub: Ο ΝΕΟΣ ΥΠΟΥΡΓΟΣ. — Η ΠΡΟΕΔΡΙΑ ΤΗΣ ΒΟΥΛΗΣ: [41, 886, 273, 914]
bulletin-subtitle: ΑΘΗΝΑΙ ΚΛΕΙΣΙΜΑΤΟΣ: [81, 165, 233, 179]
geography-year: Ἐγκριθεῖσα ἐπὶ πενταετίαν 1901-1906: [1059, 501, 1263, 533]
pharmacy-product: ΑΙΜΑΤΟΓΟΝΟΝ — HAEMATOGÈNE: [1085, 1842, 1238, 1879]
bulletin-date: Αὐγούστου 25 1904: [98, 181, 217, 196]
rate-label: Λαυρ.: [41, 307, 74, 321]
article-text: Θεωρεῖται ὅμως βέβαιον,: [53, 1565, 211, 1581]
geography-item: 55 εἰκόνας καὶ σχήματα τῆς ἀστρονομικῆς καὶ Φυσικῆς Γεωγραφίας.: [1051, 621, 1272, 667]
article-text: Πωλεῖται ἐν Νέῳ Φαλήρῳ οἰκία τῆς ὁδοῦ Ἐγκελάδου ἀρ. 29 εἰς τιμὴν λογικωτάτην. Πληροφορίαι παρὰ τῇ Πειραϊκῇ Τραπέζῃ ἐν Πειραιεῖ.: [809, 1910, 1030, 1989]
dateline: (Ἰδιαίτ. τηλεγράφημα τοῦ «Ἐμπρὸς»): [303, 1517, 525, 1532]
article-text: ΖΑΚΥΝΘΟΣ, 25 Αὐγούστου. — Τὴν μεσημβρίαν ὁ ὑπουργὸς κ. Βουδούρης παρέθεσε γεῦμα εἰς τὸν νομάρχην, τὸν ἀρχηγὸν τῆς ναυτικῆς μοίρας, τοὺς κυβερνήτας καὶ τοὺς ἀξιωματικοὺς τῶν πλοίων, ὁ δήμαρχος κ. Ῥέντζος γεῦμα εἰς τοὺς ἀξιωματικοὺς καὶ εἰς τοὺς ναύτας.: [553, 643, 789, 768]
headline-voyages: ΤΑΞΕΙΔΙΑ ΑΤΜΟΠΛΟΙΩΝ: [553, 1996, 789, 2020]
divider: [1051, 1486, 1272, 1489]
rate-row: [166, 299, 295, 313]
divider: [1051, 1778, 1272, 1781]
headline-rupture: Η ΡΗΞΙΣ: [296, 1463, 532, 1497]
right-columns: [800, 278, 1282, 2313]
rate-value: 107.—: [124, 290, 160, 304]
dateline: (Ἰδιαίτερον τηλεγράφημα τοῦ «Ἐμπρὸς»): [325, 1166, 503, 1197]
rate-label: Σιδ.Α.Π.: [167, 229, 214, 243]
lloyd-subtitle-greek: Βορειο-γερμανικὸν Λόϋδ: [840, 1782, 1000, 1798]
headline-trade: Η ΕΜΠΟΡΙΚΗ ΣΥΜΒΑΣΙΣ: [296, 162, 532, 221]
article-text: Οὕτω δὲ μόνοι ὑποψήφιοι διὰ τὸ ὑπουργικὸν χαρτοφυλάκιον τῆς Δικαιοσύνης εἶναι αἱ κ. Κορτάδα, Ὑπάρχει δ' ὑπὸ τοῦ Κυβερνήτου δὲ ἀνακοινώσεως ὁ κ. Στεφανόπουλος, ὑποστηριζομένη ἀπὸ τῆς Πελοποννήσου.: [39, 1450, 275, 1559]
headline-war: ΠΟΛΕΜΟΣ ΚΑΤΑ ΤΟΥ ΣΕΪ ΦΟΥΛΛΑΔ: [296, 1057, 532, 1147]
theatre-item: ΑΙΓΙΔΑ. «Λυσάτη, χαρὰ καὶ δυσιδέα».: [553, 1683, 780, 1698]
headline-sub: ΤΑΡΑΧΑΙ ΕΝ ΚΩΝ/ΠΟΛΕΙ: [333, 662, 495, 676]
doctor-address: 58 — ΟΔΟΣ ΑΘΗΝΑΣ — 58: [835, 1614, 1004, 1660]
calendar-line: ΚΥΡΙΑΚΗ, 28 Αὐγούστου. — Ἀνατολὴ ἡλ. ὥρ. 5 λ. 28.—Δύσ. ὥρ. 6 λ. 31.: [45, 69, 270, 99]
theatre-item: ΔΑΦΡΟΥ. «Ἡ Καλλιέρα».: [553, 1665, 704, 1680]
lloyd-body: Ἀναχωρήσεις ἑβδομαδιαῖαι εἰς Ἀμερικὴν καὶ εἰς τὸν Καναδᾶν. Διὰ πληροφορίας παρὰ τῷ Πρακτορείῳ ἐν Πειραιεῖ ὁδὸς Βασιλέως Κωνσταντίνου ἀριθ. 16 (Γερμανικὸν Πρακτορεῖον).: [817, 1801, 1022, 1891]
subhead: Διὰ ταῦτα: [890, 1078, 950, 1093]
article-text: Ὁ κ. Δομβάρδος ἐπειδὴ ἐκ τῶν λογικῶν τοῦ κ. Ῥάλλη ὑπουργοὺς καὶ ἐδήλωσεν ὅτι οὐδέποτε ἔχει ἀξίωσιν ὑπουργικῆς χαρτοφυλακίου κατὰ τὴν παροῦσαν περίοδον.: [39, 1365, 275, 1444]
rate-value: [110, 254, 162, 272]
article-text: Οὔτε ὅμως τὰ περὶ ἀξιώσεων τοῦ κ. Στεφάνου εἶναι ἀκριβῆ. Τὸ ὑπουργεῖον τῆς Δικαιοσύνης ἐδόθη πρὸ ἡμερῶν εἰς τὸν κ. Δαυὶδ ἀλλ' οὗτος ἐπέμεινεν ἀσφαλῶς νὰ μείνῃ εἰς τὴν προεδρίαν τῆς Βουλῆς. Ἡ κυβέρνησις ὁμοίως ἀνεγνώρισεν τὴν Προεδρίαν τῆς Βουλῆς εἰς τὸν κ. Στέφανον ὑπὸ τὴν ὁποίαν ἔχει ἀνάγκην ἀπὸ τὸ Κοινοβούλιον.: [39, 1203, 275, 1359]
rate-row: [166, 272, 295, 285]
legal-ad: [800, 32, 1282, 278]
rate-label: Ἐθνική: [41, 324, 81, 338]
lloyd-ad: [809, 1711, 1030, 1904]
headline-sub: ΙΔΙΑΙΤ. ΤΗΛ. ΤΟΥ «ΕΜΠΡΟΣ»: [63, 660, 252, 674]
theatre-item: ΤΣΟΧΑ. «Σταματικὴ χαρὰ νὰ θέλῃς».: [553, 1600, 776, 1614]
article-text: ἐπικείμενος ἐν τῷ προαστίῳ Φαλήρου, ἐν ᾧ εὑρίσκεται ἐν δέοντι τῶν οἰκισμάτων τοῦ Ἀργυροκάστρου, ἐν τῇ ἐφημερίδι διὰ αἰτήσεως πρὸς τὸ Γραφεῖον τῆς Ἑταιρίας τῶν οἰκοδομῶν ἀριθ. 2.: [553, 2160, 789, 2254]
